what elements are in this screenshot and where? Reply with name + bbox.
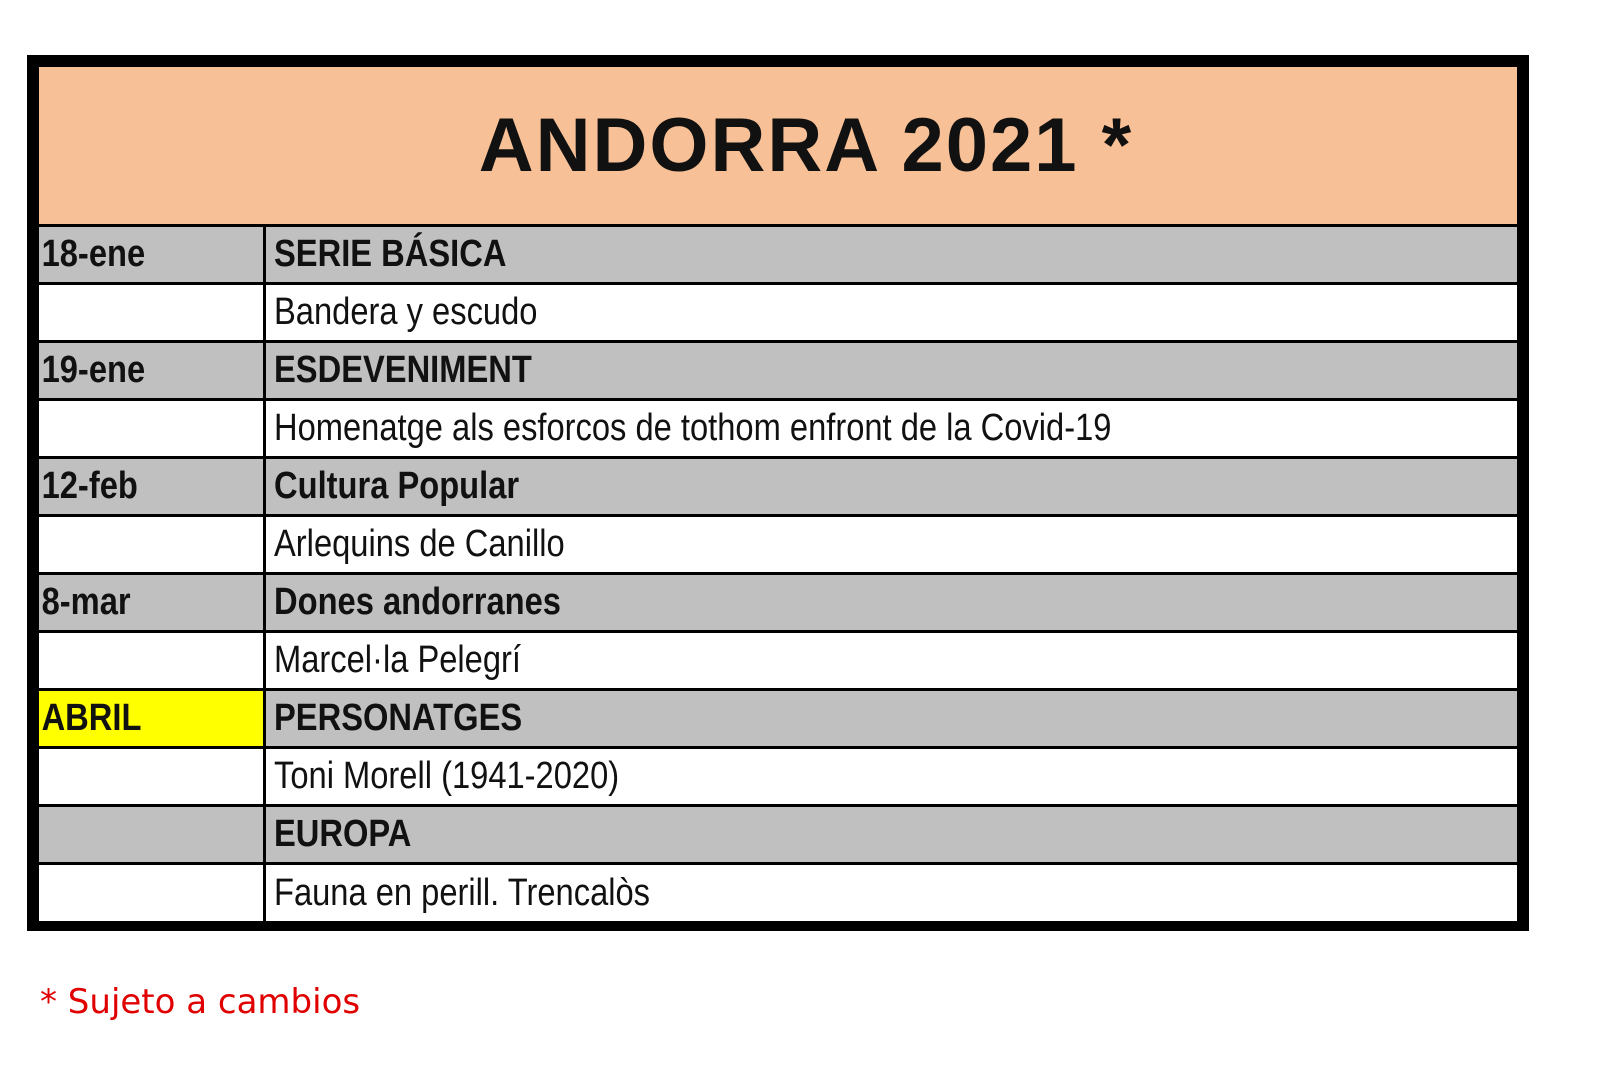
empty-date-cell xyxy=(39,749,266,804)
category-cell xyxy=(266,227,1517,282)
category-cell xyxy=(266,459,1517,514)
page-title: ANDORRA 2021 * xyxy=(478,103,1134,188)
subject-row xyxy=(39,865,1517,921)
category-row xyxy=(39,807,1517,865)
category-row xyxy=(39,575,1517,633)
category-row xyxy=(39,691,1517,749)
empty-date-cell xyxy=(39,517,266,572)
date-cell xyxy=(39,343,266,398)
category-row xyxy=(39,459,1517,517)
category-label: Dones andorranes xyxy=(274,581,561,623)
empty-date-cell xyxy=(39,401,266,456)
subject-cell xyxy=(266,749,1517,804)
empty-date-cell xyxy=(39,865,266,921)
subject-label: Bandera y escudo xyxy=(274,291,538,333)
category-label: SERIE BÁSICA xyxy=(274,233,507,275)
subject-cell xyxy=(266,633,1517,688)
subject-label: Toni Morell (1941-2020) xyxy=(274,755,620,797)
category-label: ESDEVENIMENT xyxy=(274,349,532,391)
category-cell xyxy=(266,807,1517,862)
schedule-rows xyxy=(39,227,1517,921)
date-cell xyxy=(39,459,266,514)
subject-label: Homenatge als esforcos de tothom enfront de la Covid-19 xyxy=(274,407,1112,449)
subject-row xyxy=(39,749,1517,807)
category-row xyxy=(39,343,1517,401)
empty-date-cell xyxy=(39,285,266,340)
category-row xyxy=(39,227,1517,285)
subject-cell xyxy=(266,285,1517,340)
footnote: * Sujeto a cambios xyxy=(40,982,361,1022)
subject-label: Marcel·la Pelegrí xyxy=(274,639,522,681)
empty-date-cell xyxy=(39,633,266,688)
subject-row xyxy=(39,517,1517,575)
category-label: PERSONATGES xyxy=(274,697,523,739)
subject-row xyxy=(39,401,1517,459)
date-cell xyxy=(39,227,266,282)
category-cell xyxy=(266,343,1517,398)
subject-label: Arlequins de Canillo xyxy=(274,523,565,565)
category-label: EUROPA xyxy=(274,813,412,855)
date-label: ABRIL xyxy=(41,697,142,739)
subject-cell xyxy=(266,865,1517,921)
subject-label: Fauna en perill. Trencalòs xyxy=(274,871,651,914)
date-label: 18-ene xyxy=(41,233,146,275)
date-label: 19-ene xyxy=(41,349,146,391)
subject-cell xyxy=(266,517,1517,572)
title-banner xyxy=(39,67,1517,227)
subject-row xyxy=(39,633,1517,691)
category-cell xyxy=(266,691,1517,746)
date-cell-highlighted xyxy=(39,691,266,746)
date-label: 8-mar xyxy=(41,581,131,623)
subject-cell xyxy=(266,401,1517,456)
category-cell xyxy=(266,575,1517,630)
date-label: 12-feb xyxy=(41,465,138,507)
schedule-table xyxy=(27,55,1529,931)
category-label: Cultura Popular xyxy=(274,465,520,507)
subject-row xyxy=(39,285,1517,343)
date-cell xyxy=(39,807,266,862)
date-cell xyxy=(39,575,266,630)
